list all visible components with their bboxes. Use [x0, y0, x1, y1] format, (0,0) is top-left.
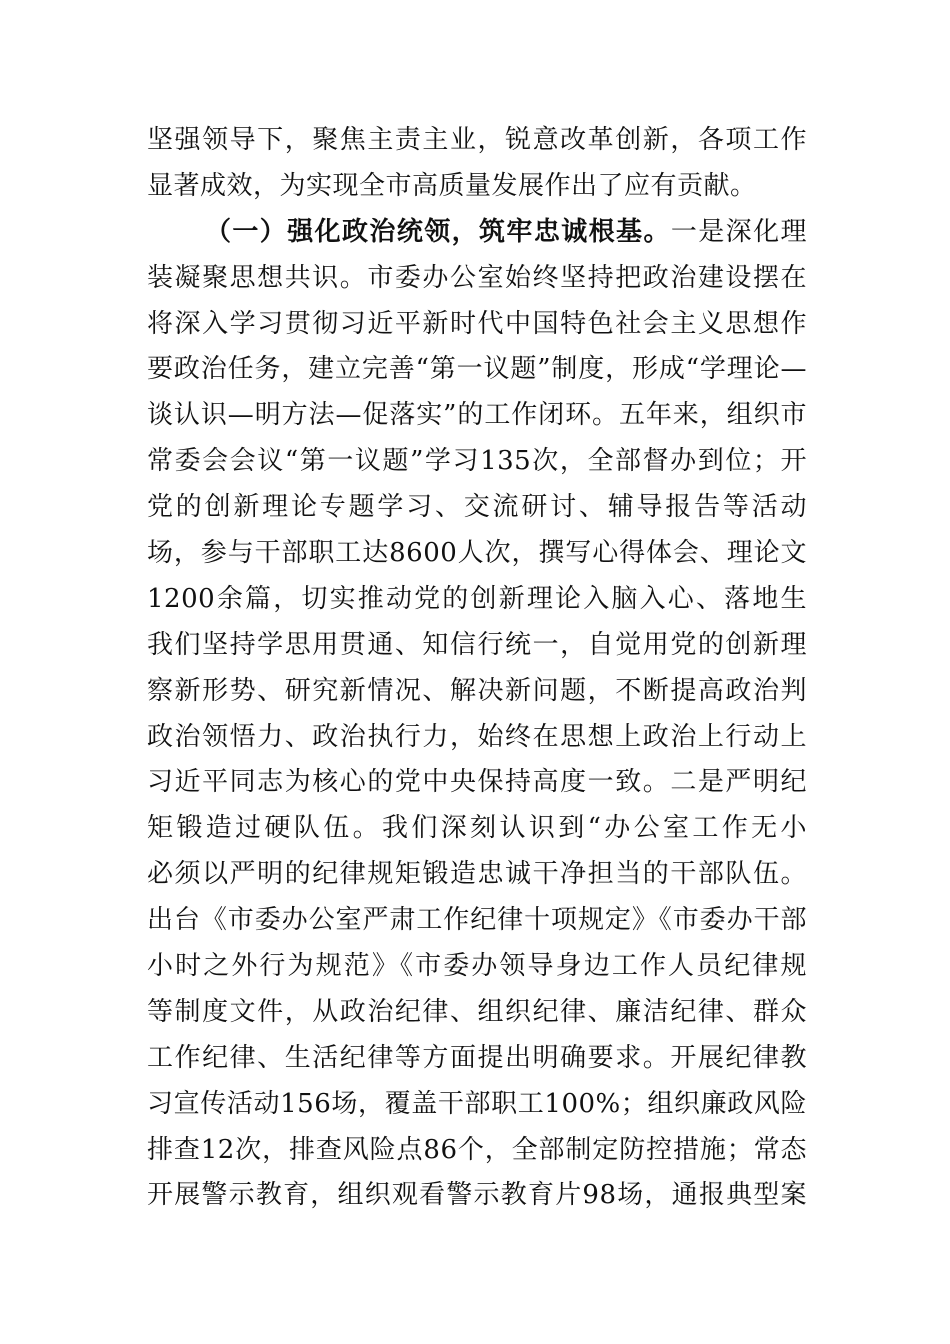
text-line: 小时之外行为规范》《市委办领导身边工作人员纪律规 — [147, 951, 807, 982]
text-line: 习宣传活动156场，覆盖干部职工100%；组织廉政风险 — [147, 1088, 807, 1119]
text-line: 1200余篇，切实推动党的创新理论入脑入心、落地生 — [147, 583, 807, 614]
text-line: 坚强领导下，聚焦主责主业，锐意改革创新，各项工作 — [147, 125, 807, 155]
text-line: 开展警示教育，组织观看警示教育片98场，通报典型案 — [147, 1180, 807, 1211]
text-line: 党的创新理论专题学习、交流研讨、辅导报告等活动 — [147, 492, 807, 523]
text-line: 必须以严明的纪律规矩锻造忠诚干净担当的干部队伍。 — [147, 859, 807, 890]
text-line: 要政治任务，建立完善“第一议题”制度，形成“学理论— — [147, 354, 807, 385]
text-line: 常委会会议“第一议题”学习135次，全部督办到位；开 — [147, 446, 807, 477]
text-line: 察新形势、研究新情况、解决新问题，不断提高政治判 — [147, 675, 807, 706]
heading-line-continuation: 一是深化理 — [670, 216, 807, 247]
text-line: 等制度文件，从政治纪律、组织纪律、廉洁纪律、群众 — [147, 996, 807, 1027]
section-heading: （一）强化政治统领，筑牢忠诚根基。 — [205, 216, 671, 247]
text-line: 政治领悟力、政治执行力，始终在思想上政治上行动上 — [147, 721, 807, 752]
text-line: 我们坚持学思用贯通、知信行统一，自觉用党的创新理 — [147, 629, 807, 660]
text-line: 工作纪律、生活纪律等方面提出明确要求。开展纪律教 — [147, 1042, 807, 1073]
text-line: 场，参与干部职工达8600人次，撰写心得体会、理论文 — [147, 538, 807, 569]
section-heading-line — [147, 210, 807, 256]
text-line: 将深入学习贯彻习近平新时代中国特色社会主义思想作 — [147, 308, 807, 339]
body-text — [147, 118, 807, 1219]
text-line: 习近平同志为核心的党中央保持高度一致。二是严明纪 — [147, 767, 807, 798]
text-line: 谈认识—明方法—促落实”的工作闭环。五年来，组织市 — [147, 400, 807, 431]
text-line: 出台《市委办公室严肃工作纪律十项规定》《市委办干部 — [147, 905, 807, 936]
text-line: 显著成效，为实现全市高质量发展作出了应有贡献。 — [147, 170, 757, 201]
text-line: 矩锻造过硬队伍。我们深刻认识到“办公室工作无小 — [147, 813, 807, 844]
text-line: 排查12次，排查风险点86个，全部制定防控措施；常态 — [147, 1134, 807, 1165]
text-line: 装凝聚思想共识。市委办公室始终坚持把政治建设摆在 — [147, 262, 807, 293]
